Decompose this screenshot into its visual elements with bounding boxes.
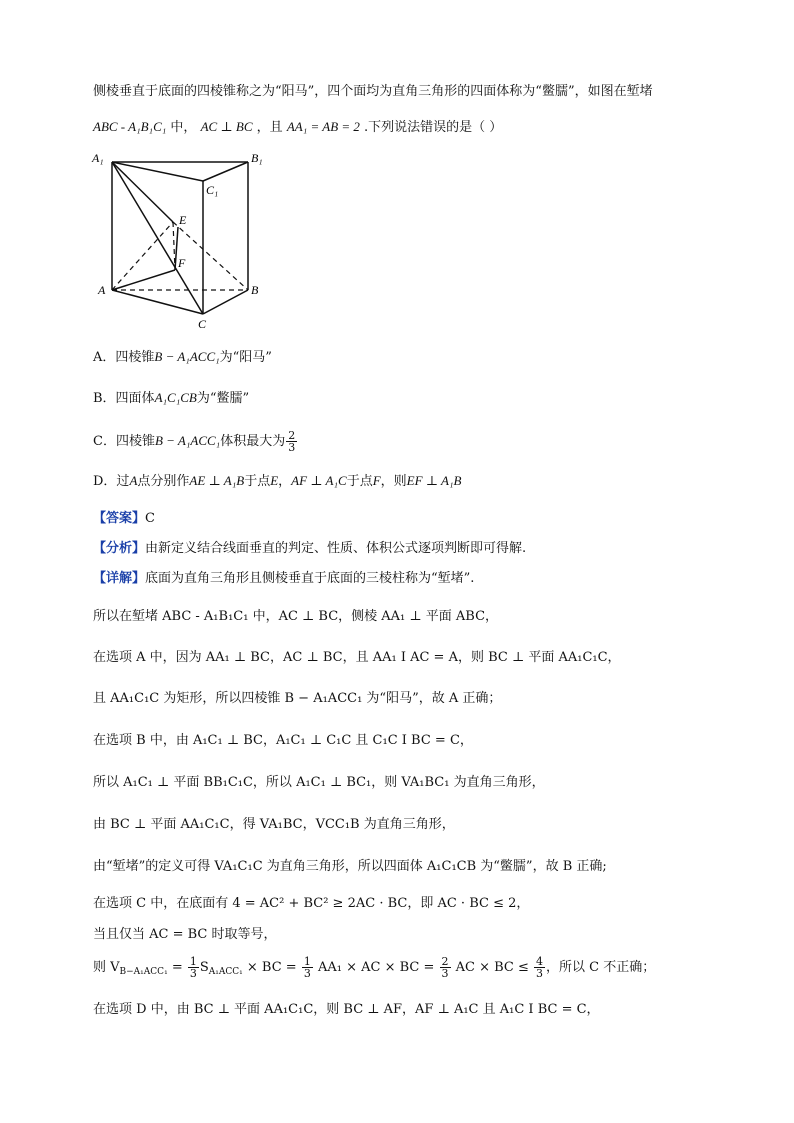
option-c xyxy=(93,430,298,453)
option-d xyxy=(93,472,461,491)
volume-symbol: 则 V xyxy=(93,960,120,975)
option-d-math: EF ⊥ A₁B xyxy=(406,473,462,488)
formula-text: AA₁ × AC × BC = xyxy=(313,960,439,975)
option-b-suffix: 为“鳖臑” xyxy=(196,391,250,406)
volume-subscript: B−A₁ACC₁ xyxy=(119,967,168,977)
label-b: B xyxy=(251,283,259,297)
option-d-math: AE ⊥ A₁B xyxy=(189,473,245,488)
area-subscript: A₁ACC₁ xyxy=(208,967,243,977)
detail-line-12: 在选项 D 中，由 BC ⊥ 平面 AA₁C₁C，则 BC ⊥ AF，AF ⊥ A₁C 且 A₁C I BC = C， xyxy=(93,1002,600,1017)
formula-conclusion: ，所以 C 不正确； xyxy=(546,960,656,975)
analysis-text: 由新定义结合线面垂直的判定、性质、体积公式逐项判断即可得解. xyxy=(145,541,527,556)
label-e: E xyxy=(179,213,187,227)
answer-value: C xyxy=(145,511,155,526)
option-c-math: B − A₁ACC₁ xyxy=(154,433,221,448)
option-d-text: 于点 xyxy=(244,474,271,489)
question-prompt: .下列说法错误的是（ ） xyxy=(364,120,503,135)
option-d-point: A xyxy=(129,473,138,488)
option-d-math: AF ⊥ A₁C xyxy=(291,473,347,488)
equals: = xyxy=(167,960,187,975)
condition-perp: AC ⊥ BC xyxy=(200,119,253,134)
option-c-suffix: 体积最大为 xyxy=(220,434,286,449)
detail-line-4: 且 AA₁C₁C 为矩形，所以四棱锥 B − A₁ACC₁ 为“阳马”，故 A 正确； xyxy=(93,691,502,706)
detail-line-6: 所以 A₁C₁ ⊥ 平面 BB₁C₁C，所以 A₁C₁ ⊥ BC₁，则 VA₁BC₁ 为直角三角形， xyxy=(93,775,545,790)
detail-line-10: 当且仅当 AC = BC 时取等号， xyxy=(93,927,277,942)
option-a-prefix: A．四棱锥 xyxy=(93,350,155,365)
label-b1: B₁ xyxy=(251,151,263,165)
question-line-1: 侧棱垂直于底面的四棱锥称之为“阳马”，四个面均为直角三角形的四面体称为“鳖臑”，如图在堑堵 xyxy=(93,84,653,99)
question-text: ，且 xyxy=(256,120,283,135)
label-a1: A₁ xyxy=(92,151,104,165)
prism-name: ABC - A₁B₁C₁ xyxy=(93,119,167,134)
edge-a1c1 xyxy=(112,162,203,181)
label-a: A xyxy=(98,283,106,297)
option-a xyxy=(93,348,272,367)
analysis-tag: 【分析】 xyxy=(93,541,146,556)
detail-line-11 xyxy=(93,956,655,981)
fraction-four-thirds: $\frac{4}{3}$ xyxy=(536,955,544,980)
fraction-two-thirds: $\frac{2}{3}$ xyxy=(441,955,449,980)
analysis-line xyxy=(93,540,526,558)
segment-a1c xyxy=(112,162,203,314)
option-d-text: 点分别作 xyxy=(137,474,190,489)
label-c1: C₁ xyxy=(206,183,219,197)
question-text: 中， xyxy=(170,120,197,135)
detail-line-3: 在选项 A 中，因为 AA₁ ⊥ BC，AC ⊥ BC，且 AA₁ I AC = A，则 BC ⊥ 平面 AA₁C₁C， xyxy=(93,650,621,665)
option-c-fraction: $\frac{2}{3}$ xyxy=(288,429,296,454)
condition-length: AA₁ = AB = 2 xyxy=(286,119,360,134)
option-d-text: ， xyxy=(278,474,292,489)
question-line-2 xyxy=(93,118,502,137)
option-d-point: F xyxy=(372,473,381,488)
option-a-suffix: 为“阳马” xyxy=(219,350,272,365)
edge-ac xyxy=(112,290,203,314)
option-b-prefix: B．四面体 xyxy=(93,391,155,406)
prism-figure xyxy=(88,148,278,333)
label-f: F xyxy=(178,256,186,270)
answer-tag: 【答案】 xyxy=(93,511,146,526)
option-b xyxy=(93,389,249,408)
option-d-point: E xyxy=(270,473,279,488)
label-c: C xyxy=(198,317,207,331)
segment-ef-hidden xyxy=(173,222,175,270)
edge-cb xyxy=(203,290,248,314)
fraction-one-third: $\frac{1}{3}$ xyxy=(189,955,197,980)
edge-b1c1 xyxy=(203,162,248,181)
option-d-text: ，则 xyxy=(380,474,407,489)
detail-line-7: 由 BC ⊥ 平面 AA₁C₁C，得 VA₁BC，VCC₁B 为直角三角形， xyxy=(93,817,455,832)
detail-line-8: 由“堑堵”的定义可得 VA₁C₁C 为直角三角形，所以四面体 A₁C₁CB 为“鳖臑”，故 B 正确; xyxy=(93,859,607,874)
option-b-math: A₁C₁CB xyxy=(154,390,197,405)
option-d-prefix: D．过 xyxy=(93,474,130,489)
answer-line xyxy=(93,510,155,528)
formula-text: AC × BC ≤ xyxy=(451,960,534,975)
detail-line-9: 在选项 C 中，在底面有 4 = AC² + BC² ≥ 2AC · BC，即 AC · BC ≤ 2， xyxy=(93,896,530,911)
detail-tag: 【详解】 xyxy=(93,571,146,586)
detail-line-5: 在选项 B 中，由 A₁C₁ ⊥ BC，A₁C₁ ⊥ C₁C 且 C₁C I BC = C， xyxy=(93,733,473,748)
detail-line-2: 所以在堑堵 ABC - A₁B₁C₁ 中，AC ⊥ BC，侧棱 AA₁ ⊥ 平面 ABC， xyxy=(93,609,499,624)
detail-text: 底面为直角三角形且侧棱垂直于底面的三棱柱称为“堑堵”. xyxy=(145,571,475,586)
formula-text: × BC = xyxy=(242,960,301,975)
fraction-one-third-2: $\frac{1}{3}$ xyxy=(303,955,311,980)
option-c-prefix: C．四棱锥 xyxy=(93,434,155,449)
option-d-text: 于点 xyxy=(346,474,373,489)
detail-line-1 xyxy=(93,570,474,588)
area-symbol: S xyxy=(199,960,209,975)
option-a-math: B − A₁ACC₁ xyxy=(154,349,220,364)
